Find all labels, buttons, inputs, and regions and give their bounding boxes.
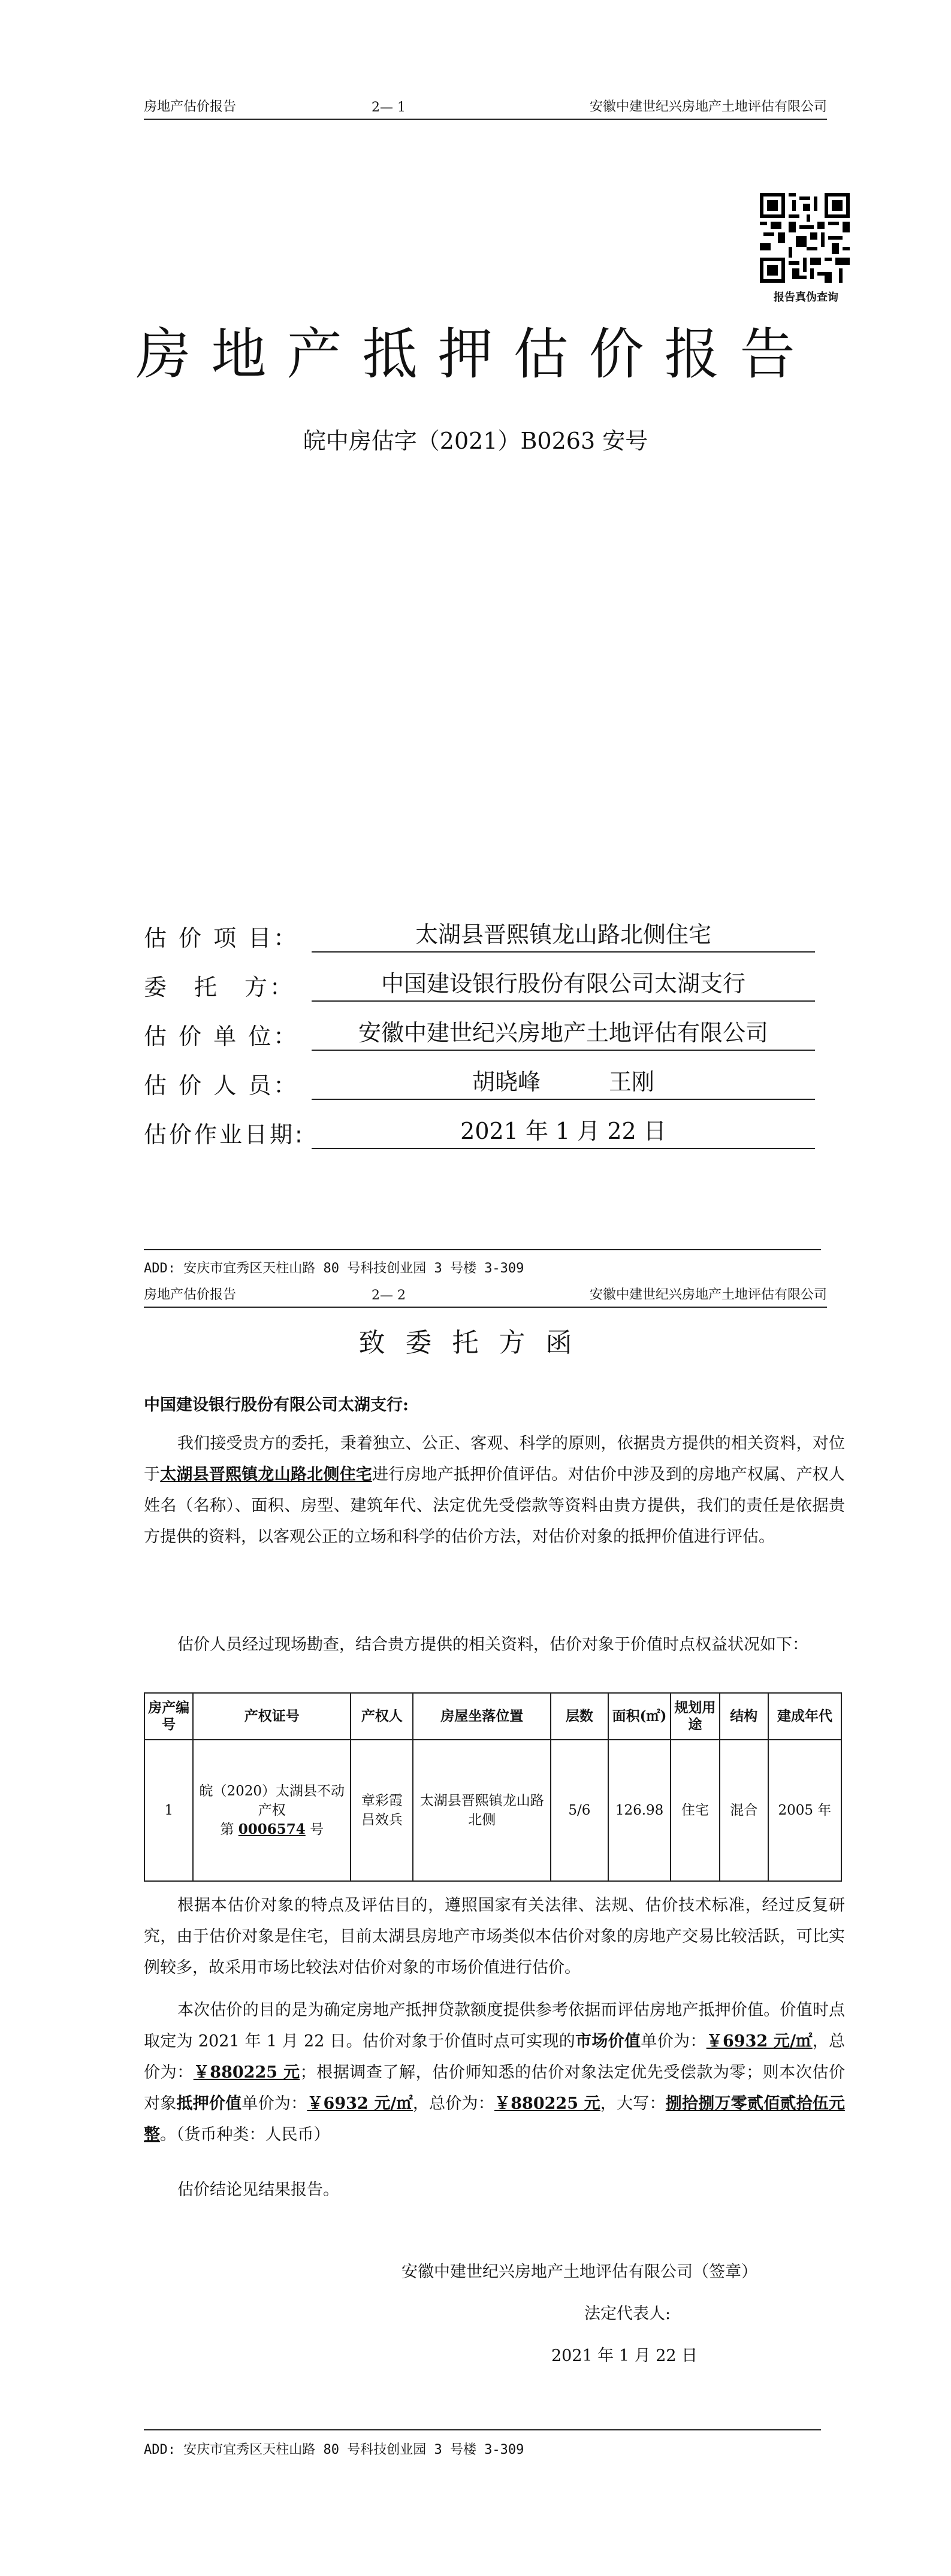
cell-year: 2005 年 [768, 1740, 841, 1881]
report-title: 房地产抵押估价报告 [135, 322, 816, 386]
info-value: 胡晓峰 王刚 [312, 1063, 815, 1100]
header-company: 安徽中建世纪兴房地产土地评估有限公司 [589, 1287, 827, 1302]
mortgage-unit-price: ￥6932 元/㎡ [307, 2094, 413, 2113]
cell-area: 126.98 [608, 1740, 671, 1881]
paragraph-3: 根据本估价对象的特点及评估目的，遵照国家有关法律、法规、估价技术标准，经过反复研究，由于估价对象是住宅，目前太湖县房地产市场类似本估价对象的房地产交易比较活跃，可比实例较多，故采用市场比较法对估价对象的市场价值进行估价。 [144, 1896, 845, 1977]
info-row-unit [144, 1015, 815, 1051]
signature-representative: 法定代表人: [584, 2305, 671, 2323]
table-row [144, 1740, 841, 1881]
paragraph-4: 本次估价的目的是为确定房地产抵押贷款额度提供参考依据而评估房地产抵押价值。价值时点取定为 2021 年 1 月 22 日。估价对象于价值时点可实现的市场价值单价为：￥6932 元/㎡，总价为：￥880225 元；根据调查了解，估价师知悉的估价对象法定优先受偿款为零；则本次估价对象抵押价值单价为：￥6932 元/㎡，总价为：￥880225 元，大写：捌拾捌万零贰佰贰拾伍元整。（货币种类：人民币） [144, 2001, 846, 2144]
table-header: 层数 [551, 1693, 608, 1740]
header-left: 房地产估价报告 [144, 99, 237, 114]
info-row-client [144, 966, 815, 1002]
info-row-date [144, 1113, 815, 1149]
header-page-number: 2— 2 [372, 1288, 406, 1303]
info-value: 中国建设银行股份有限公司太湖支行 [312, 965, 815, 1002]
info-value: 2021 年 1 月 22 日 [312, 1112, 815, 1149]
market-unit-price: ￥6932 元/㎡ [706, 2032, 813, 2051]
cell-no: 1 [144, 1740, 193, 1881]
info-value: 安徽中建世纪兴房地产土地评估有限公司 [312, 1014, 815, 1051]
table-header: 产权人 [351, 1693, 413, 1740]
cell-owner: 章彩霞 吕效兵 [351, 1740, 413, 1881]
property-table [144, 1692, 842, 1882]
qr-label: 报告真伪查询 [774, 291, 838, 304]
table-header: 房屋坐落位置 [413, 1693, 550, 1740]
table-header: 房产编号 [144, 1693, 193, 1740]
signature-company: 安徽中建世纪兴房地产土地评估有限公司（签章） [401, 2263, 757, 2281]
amount-in-words: 捌拾捌万零贰佰贰拾伍元整 [144, 2094, 846, 2144]
table-header: 建成年代 [768, 1693, 841, 1740]
info-label: 估 价 人 员： [144, 1072, 299, 1099]
info-label: 估 价 项 目： [144, 925, 299, 951]
paragraph-1: 我们接受贵方的委托，秉着独立、公正、客观、科学的原则，依据贵方提供的相关资料，对位于太湖县晋熙镇龙山路北侧住宅进行房地产抵押价值评估。对估价中涉及到的房地产权属、产权人姓名（名称）、面积、房型、建筑年代、法定优先受偿款等资料由贵方提供，我们的责任是依据贵方提供的资料，以客观公正的立场和科学的估价方法，对估价对象的抵押价值进行评估。 [144, 1434, 846, 1546]
info-label: 估价作业日期: [144, 1121, 305, 1148]
cell-location: 太湖县晋熙镇龙山路北侧 [413, 1740, 550, 1881]
table-header-row [144, 1693, 841, 1740]
info-row-appraisers [144, 1064, 815, 1100]
page-header [144, 96, 827, 120]
header-company: 安徽中建世纪兴房地产土地评估有限公司 [589, 99, 827, 114]
footer-address: ADD: 安庆市宜秀区天柱山路 80 号科技创业园 3 号楼 3-309 [144, 1261, 524, 1276]
info-row-project [144, 917, 815, 953]
addressee: 中国建设银行股份有限公司太湖支行: [144, 1396, 409, 1414]
footer-address: ADD: 安庆市宜秀区天柱山路 80 号科技创业园 3 号楼 3-309 [144, 2442, 524, 2457]
mortgage-total-price: ￥880225 元 [494, 2094, 600, 2113]
info-value: 太湖县晋熙镇龙山路北侧住宅 [312, 916, 815, 953]
table-header: 面积(㎡) [608, 1693, 671, 1740]
table-header: 规划用途 [671, 1693, 719, 1740]
table-header: 结构 [720, 1693, 768, 1740]
info-label: 估 价 单 位： [144, 1023, 299, 1050]
cell-certificate: 皖（2020）太湖县不动产权 第 0006574 号 [193, 1740, 351, 1881]
qr-code[interactable] [760, 193, 850, 283]
property-name: 太湖县晋熙镇龙山路北侧住宅 [160, 1465, 373, 1484]
paragraph-5: 估价结论见结果报告。 [177, 2181, 339, 2199]
market-total-price: ￥880225 元 [193, 2063, 300, 2082]
signature-date: 2021 年 1 月 22 日 [551, 2347, 698, 2365]
table-header: 产权证号 [193, 1693, 351, 1740]
header-left: 房地产估价报告 [144, 1287, 237, 1302]
cell-use: 住宅 [671, 1740, 719, 1881]
cell-structure: 混合 [720, 1740, 768, 1881]
letter-title: 致委托方函 [358, 1328, 593, 1358]
cell-floors: 5/6 [551, 1740, 608, 1881]
footer-divider [144, 2429, 821, 2430]
document-number: 皖中房估字（2021）B0263 安号 [303, 428, 648, 454]
footer-divider [144, 1249, 821, 1250]
paragraph-2: 估价人员经过现场勘查，结合贵方提供的相关资料，估价对象于价值时点权益状况如下： [177, 1635, 808, 1654]
page-header [144, 1284, 827, 1308]
info-label: 委 托 方： [144, 974, 295, 1000]
header-page-number: 2— 1 [372, 100, 406, 115]
